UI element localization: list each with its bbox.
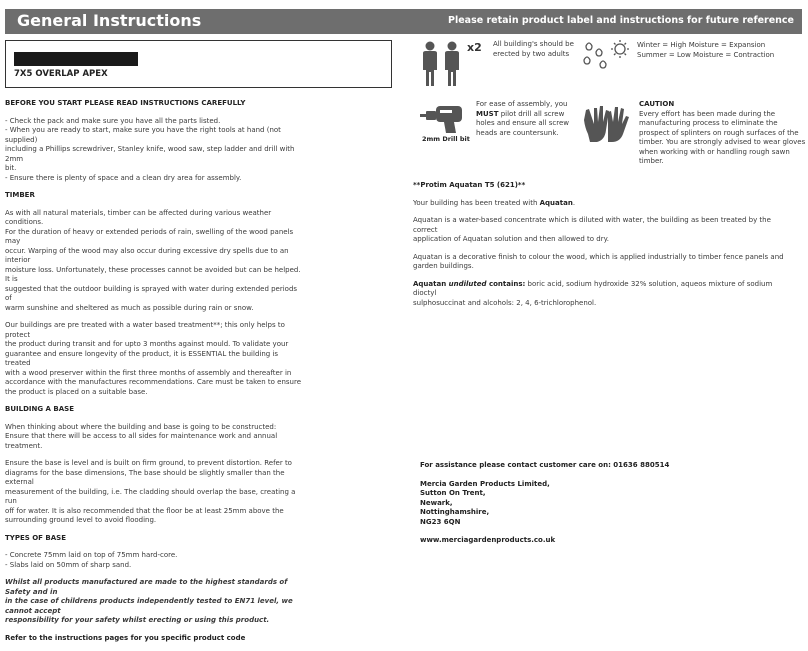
text-line: As with all natural materials, timber can be affected during various weather conditions. <box>5 208 272 226</box>
treated-post: . <box>572 198 576 207</box>
text-line: treatment. <box>5 441 43 450</box>
text-line: erected by two adults <box>493 49 570 58</box>
text-line: occur. Warping of the wood may also occur during excessive dry spells due to an interior <box>5 246 289 264</box>
text-line: Winter = High Moisture = Expansion <box>637 41 766 49</box>
text-line: the product is placed on a suitable base. <box>5 387 148 396</box>
text-line: heads are countersunk. <box>476 128 559 137</box>
text-line: Aquatan is a water-based concentrate which is diluted with water, the building as been treated by the correct <box>413 216 771 234</box>
caution-text <box>639 100 805 167</box>
text-line: application of Aquatan solution and then allowed to dry. <box>413 235 609 243</box>
text-line: in the case of childrens products independently tested to EN71 level, we cannot accept <box>5 597 293 615</box>
text-line: timber. You are strongly advised to wear gloves <box>639 138 806 146</box>
text-line: - When you are ready to start, make sure you have the right tools at hand (not supplied) <box>5 126 281 144</box>
text-line: timber. <box>639 157 664 165</box>
contains-label-c: contains: <box>486 279 526 288</box>
text-line: - Concrete 75mm laid on top of 75mm hard-core. <box>5 551 178 559</box>
text-line: surrounding ground level to avoid flooding. <box>5 516 157 524</box>
weather-text <box>637 41 774 60</box>
text-line: when working with or handling rough sawn <box>639 147 790 156</box>
refer-note: Refer to the instructions pages for you specific product code <box>5 633 246 642</box>
text-line <box>413 280 793 299</box>
types-heading: TYPES OF BASE <box>5 533 66 542</box>
assist-line: For assistance please contact customer care on: 01636 880514 <box>420 461 670 469</box>
header-bar <box>5 9 802 34</box>
base-heading: BUILDING A BASE <box>5 405 74 413</box>
contains-paragraph <box>413 280 793 309</box>
contains-label-a: Aquatan <box>413 279 449 288</box>
text-line: Ensure the base is level and is built on firm ground, to prevent distortion. Refer to <box>5 459 292 467</box>
aquatan-paragraph-1 <box>413 216 793 245</box>
text-line: sulphosuccinat and alcohols: 2, 4, 6-trichlorophenol. <box>413 298 597 307</box>
product-label-box <box>5 40 392 88</box>
contains-text: boric acid, sodium hydroxide 32% solution, aqueos mixture of sodium dioctyl <box>413 279 773 297</box>
contains-label-b: undiluted <box>448 279 487 288</box>
base-paragraph-1 <box>5 423 305 452</box>
address-line: NG23 6QN <box>420 517 461 526</box>
text-line <box>476 110 569 120</box>
contact-block <box>420 461 669 546</box>
text-line: accordance with the manufactures recommendations. Care must be taken to ensure <box>5 378 302 386</box>
text-line: Our buildings are pre treated with a water based treatment**; this only helps to protect <box>5 321 285 339</box>
timber-paragraph-2 <box>5 321 305 397</box>
text-line: - Check the pack and make sure you have all the parts listed. <box>5 116 221 125</box>
text-line: manufacturing process to eliminate the <box>639 119 778 127</box>
people-text <box>493 40 574 59</box>
page-title: General Instructions <box>17 11 202 30</box>
types-list <box>5 551 305 570</box>
address-line: Sutton On Trent, <box>420 489 486 497</box>
treated-line <box>413 199 793 209</box>
protim-heading: **Protim Aquatan T5 (621)** <box>413 181 526 189</box>
left-column <box>5 99 305 651</box>
text-line: Summer = Low Moisture = Contraction <box>637 50 775 59</box>
right-column <box>413 181 793 316</box>
text-line: diagrams for the base dimensions, The base should be slightly smaller than the external <box>5 468 285 486</box>
text-line: including a Phillips screwdriver, Stanley knife, wood saw, step ladder and drill with 2mm <box>5 145 295 163</box>
gloves-icon <box>582 100 632 146</box>
redacted-bar <box>14 52 138 66</box>
retain-note: Please retain product label and instructions for future reference <box>448 15 794 26</box>
address-line: Mercia Garden Products Limited, <box>420 479 550 488</box>
website-link[interactable]: www.merciagardenproducts.co.uk <box>420 536 556 544</box>
base-paragraph-2 <box>5 459 305 526</box>
address-line: Nottinghamshire, <box>420 508 490 516</box>
text-line: suggested that the outdoor building is sprayed with water during extended periods of <box>5 284 298 302</box>
text-line: - Ensure there is plenty of space and a clean dry area for assembly. <box>5 173 242 182</box>
text-line: guarantee and ensure longevity of the product, it is ESSENTIAL the building is treated <box>5 349 279 367</box>
product-name: 7X5 OVERLAP APEX <box>14 69 108 79</box>
text-line: warm sunshine and sheltered as much as possible during rain or snow. <box>5 303 254 312</box>
safety-note <box>5 578 305 626</box>
drill-icon <box>418 100 468 134</box>
text-line: prospect of splinters on rough surfaces of the <box>639 128 799 137</box>
text-line: with a wood preserver within the first three months of assembly and thereafter in <box>5 368 292 377</box>
text-line: Whilst all products manufactured are made to the highest standards of Safety and in <box>5 578 288 596</box>
text-line: off for water. It is also recommended that the floor be at least 25mm above the <box>5 506 284 515</box>
text-line: When thinking about where the building and base is going to be constructed: <box>5 422 277 431</box>
text-line: the product during transit and for upto 3 months against mould. To validate your <box>5 340 289 348</box>
treated-pre: Your building has been treated with <box>413 198 540 207</box>
text-line: Every effort has been made during the <box>639 109 776 118</box>
before-paragraph <box>5 117 305 184</box>
text-line: For ease of assembly, you <box>476 100 568 108</box>
text-line: For the duration of heavy or extended periods of rain, swelling of the wood panels may <box>5 227 294 245</box>
weather-icon <box>582 38 632 72</box>
people-icon <box>418 40 466 88</box>
text-line: Aquatan is a decorative finish to colour the wood, which is applied industrially to timber fence panels and <box>413 252 784 261</box>
people-count: x2 <box>467 41 482 54</box>
timber-paragraph-1 <box>5 209 305 314</box>
text-line: responsibility for your safety whilst erecting or using this product. <box>5 616 270 624</box>
text-line: moisture loss. Unfortunately, these processes cannot be avoided but can be helped. It is <box>5 265 301 283</box>
text-line: - Slabs laid on 50mm of sharp sand. <box>5 560 132 569</box>
timber-heading: TIMBER <box>5 191 35 199</box>
drill-text <box>476 100 569 138</box>
caution-heading: CAUTION <box>639 100 675 108</box>
text-line: holes and ensure all screw <box>476 119 569 127</box>
text-line-part: pilot drill all screw <box>500 109 565 118</box>
address-line: Newark, <box>420 498 453 507</box>
before-heading: BEFORE YOU START PLEASE READ INSTRUCTIONS CAREFULLY <box>5 99 246 107</box>
text-line: garden buildings. <box>413 262 474 270</box>
text-line: All building's should be <box>493 40 574 48</box>
aquatan-paragraph-2 <box>413 253 793 272</box>
treated-product: Aquatan <box>539 198 573 207</box>
text-line: bit. <box>5 164 17 172</box>
drill-caption: 2mm Drill bit <box>422 135 470 143</box>
text-line: measurement of the building, i.e. The cladding should overlap the base, creating a run <box>5 487 296 505</box>
text-line: Ensure that there will be access to all sides for maintenance work and annual <box>5 432 278 440</box>
must-text: MUST <box>476 109 499 118</box>
